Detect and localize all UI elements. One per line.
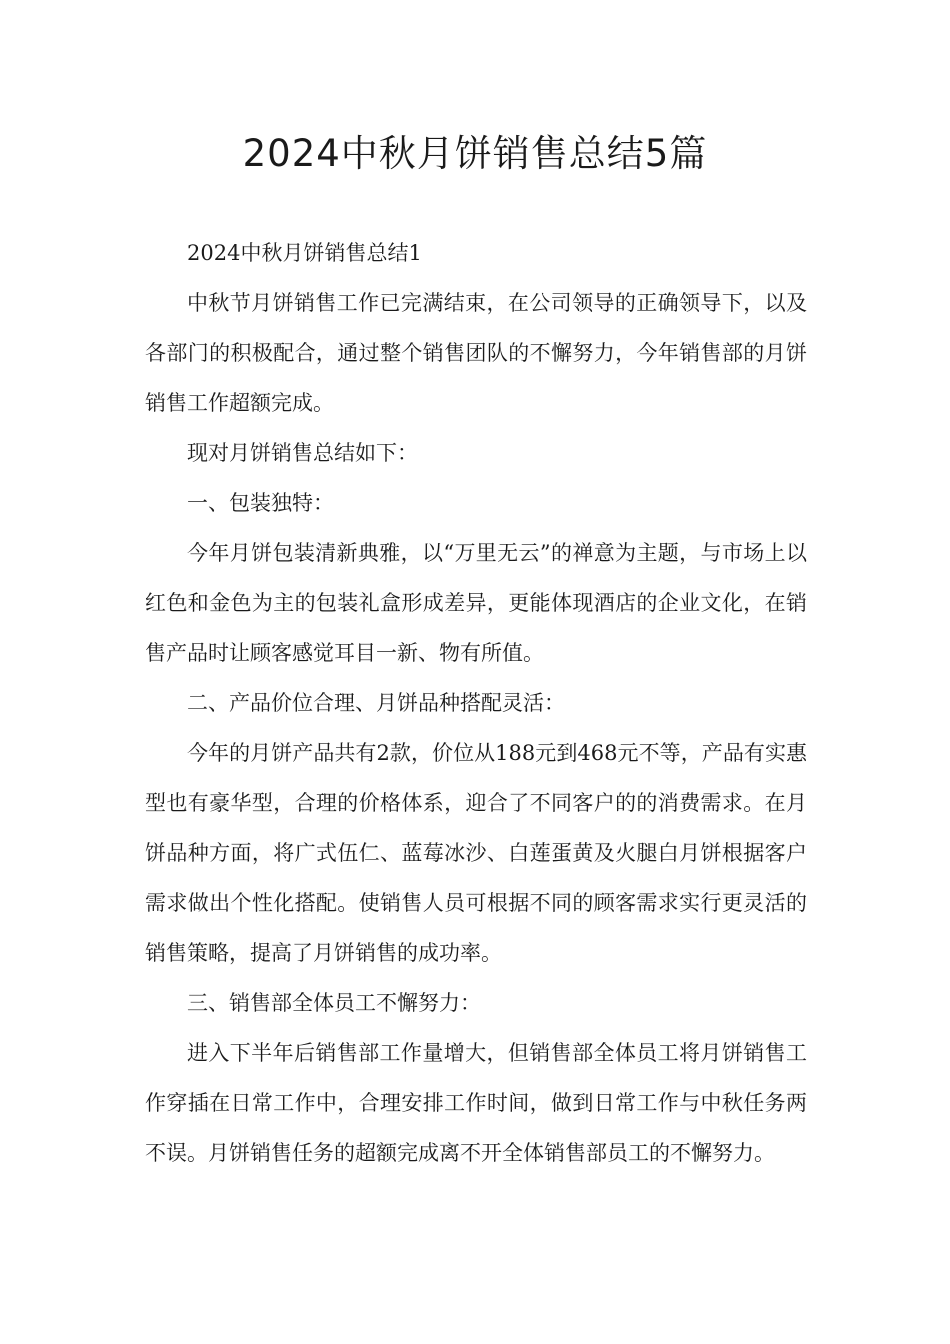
document-body xyxy=(145,228,807,1178)
paragraph-pricing: 今年的月饼产品共有2款，价位从188元到468元不等，产品有实惠型也有豪华型，合理的价格体系，迎合了不同客户的的消费需求。在月饼品种方面，将广式伍仁、蓝莓冰沙、白莲蛋黄及火腿白月饼根据客户需求做出个性化搭配。使销售人员可根据不同的顾客需求实行更灵活的销售策略，提高了月饼销售的成功率。 xyxy=(145,741,807,965)
subheading-pricing: 二、产品价位合理、月饼品种搭配灵活： xyxy=(187,691,565,715)
subheading-packaging: 一、包装独特： xyxy=(187,491,334,515)
paragraph-summary-lead: 现对月饼销售总结如下： xyxy=(187,441,418,465)
paragraph-packaging: 今年月饼包装清新典雅，以“万里无云”的禅意为主题，与市场上以红色和金色为主的包装礼盒形成差异，更能体现酒店的企业文化，在销售产品时让顾客感觉耳目一新、物有所值。 xyxy=(145,541,807,665)
subheading-staff: 三、销售部全体员工不懈努力： xyxy=(187,991,481,1015)
paragraph-intro: 中秋节月饼销售工作已完满结束，在公司领导的正确领导下，以及各部门的积极配合，通过整个销售团队的不懈努力，今年销售部的月饼销售工作超额完成。 xyxy=(145,291,807,415)
section-heading-1: 2024中秋月饼销售总结1 xyxy=(187,241,422,265)
document-title: 2024中秋月饼销售总结5篇 xyxy=(242,132,708,175)
paragraph-staff: 进入下半年后销售部工作量增大，但销售部全体员工将月饼销售工作穿插在日常工作中，合理安排工作时间，做到日常工作与中秋任务两不误。月饼销售任务的超额完成离不开全体销售部员工的不懈努力。 xyxy=(145,1041,807,1165)
